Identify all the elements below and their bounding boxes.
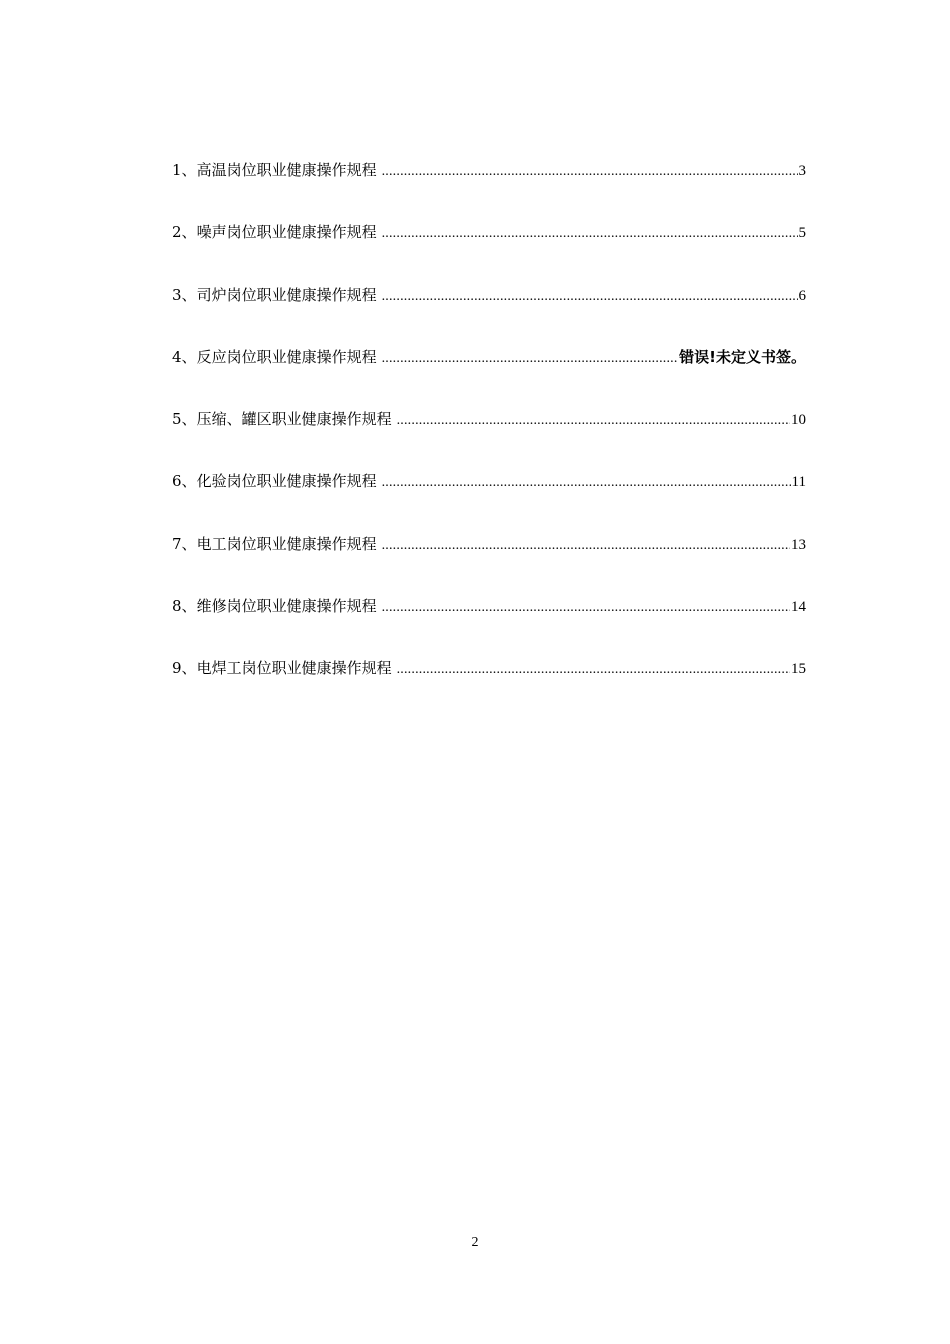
toc-entry-page: 15 — [791, 661, 806, 678]
toc-dot-leader — [397, 408, 790, 434]
toc-entry-page: 6 — [798, 287, 806, 304]
toc-entry-9[interactable] — [172, 655, 806, 717]
toc-entry-page: 11 — [791, 474, 806, 491]
toc-entry-number: 1 — [172, 161, 182, 179]
toc-entry-title: 化验岗位职业健康操作规程 — [196, 472, 377, 491]
toc-entry-number: 9 — [172, 659, 182, 678]
toc-entry-separator: 、 — [181, 285, 197, 304]
toc-dot-leader — [382, 595, 790, 621]
toc-entry-1[interactable] — [172, 157, 806, 219]
toc-entry-8[interactable] — [172, 593, 806, 655]
toc-entry-2[interactable] — [172, 219, 806, 281]
toc-entry-page: 3 — [798, 163, 806, 179]
toc-dot-leader — [382, 533, 790, 559]
toc-entry-number: 5 — [172, 410, 182, 429]
toc-entry-6[interactable] — [172, 468, 806, 530]
toc-entry-separator: 、 — [181, 597, 197, 616]
toc-entry-title: 司炉岗位职业健康操作规程 — [196, 285, 377, 304]
toc-entry-3[interactable] — [172, 282, 806, 344]
page-number: 2 — [471, 1235, 479, 1250]
toc-entry-separator: 、 — [181, 534, 197, 553]
toc-entry-separator: 、 — [181, 659, 197, 678]
toc-entry-title: 噪声岗位职业健康操作规程 — [196, 223, 377, 242]
toc-entry-separator: 、 — [181, 223, 197, 242]
toc-dot-leader — [397, 657, 790, 683]
toc-entry-title: 压缩、罐区职业健康操作规程 — [196, 410, 392, 429]
toc-dot-leader — [382, 284, 798, 310]
toc-entry-number: 2 — [172, 223, 182, 242]
toc-entry-page-error: 错误!未定义书签。 — [679, 347, 806, 366]
toc-entry-number: 8 — [172, 597, 182, 616]
toc-entry-title: 电焊工岗位职业健康操作规程 — [196, 659, 392, 678]
toc-dot-leader — [382, 159, 798, 185]
toc-entry-separator: 、 — [181, 410, 197, 429]
toc-entry-number: 7 — [172, 534, 182, 553]
toc-dot-leader — [382, 346, 679, 372]
toc-entry-number: 6 — [172, 472, 182, 491]
toc-entry-number: 4 — [172, 347, 182, 366]
toc-entry-4[interactable] — [172, 344, 806, 406]
toc-entry-title: 维修岗位职业健康操作规程 — [196, 597, 377, 616]
toc-entry-title: 高温岗位职业健康操作规程 — [196, 161, 377, 179]
toc-entry-page: 13 — [791, 536, 806, 553]
toc-dot-leader — [382, 470, 791, 496]
table-of-contents — [172, 157, 806, 718]
toc-entry-title: 电工岗位职业健康操作规程 — [196, 534, 377, 553]
toc-entry-7[interactable] — [172, 531, 806, 593]
toc-dot-leader — [382, 221, 798, 247]
toc-entry-page: 5 — [798, 225, 806, 242]
toc-entry-page: 10 — [791, 412, 806, 429]
toc-entry-page: 14 — [791, 599, 806, 616]
toc-entry-title: 反应岗位职业健康操作规程 — [196, 347, 377, 366]
toc-entry-separator: 、 — [181, 161, 197, 179]
toc-entry-number: 3 — [172, 285, 182, 304]
toc-entry-separator: 、 — [181, 347, 197, 366]
toc-entry-5[interactable] — [172, 406, 806, 468]
toc-entry-separator: 、 — [181, 472, 197, 491]
